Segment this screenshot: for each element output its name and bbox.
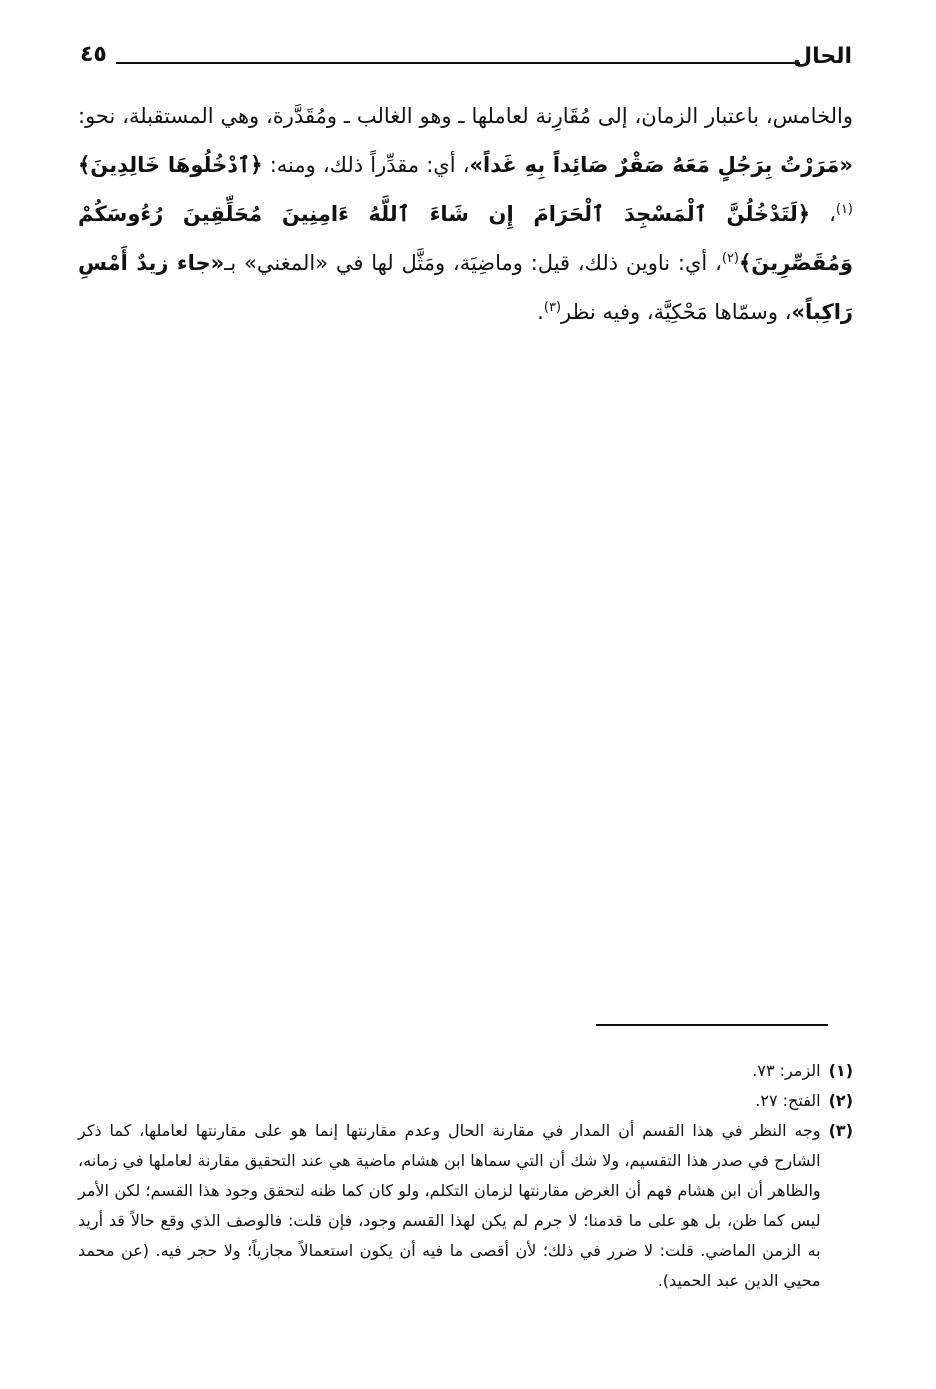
example-quote: «مَرَرْتُ بِرَجُلٍ مَعَهُ صَقْرٌ صَائِداً بِهِ غَداً» xyxy=(469,153,853,177)
footnote-text: وجه النظر في هذا القسم أن المدار في مقارنة الحال وعدم مقارنتها إنما هو على مقارنتها لعاملها، كما ذكر الشارح في صدر هذا التقسيم، ولا شك أن التي سماها ابن هشام ماضية هي عند التحقيق مقارنة لعاملها في زمانه، والظاهر أن ابن هشام فهم أن الغرض مقارنتها لزمان التكلم، ولو كان كما ظنه لتحقق وجود هذا القسم؛ لكن الأمر ليس كما ظن، بل هو على ما قدمنا؛ لا جرم لم يكن لهذا القسم وجود، فإن قلت: فالوصف الذي وقع حالاً قد أريد به الزمن الماضي. قلت: لا ضرر في ذلك؛ لأن أقصى ما فيه أن يكون استعمالاً مجازياً؛ ولا حجر فيه. (عن محمد محيي الدين عبد الحميد). xyxy=(78,1121,821,1290)
example-quote: «جاء زيدٌ أَمْسِ رَاكِباً» xyxy=(78,251,853,324)
running-title: الحال xyxy=(792,44,852,69)
footnote xyxy=(78,1116,853,1296)
footnote xyxy=(78,1086,853,1116)
header-rule xyxy=(116,62,800,64)
page-header xyxy=(80,38,852,78)
footnote-marker: (٢) xyxy=(828,1091,853,1110)
text-segment: ، أي: ناوين ذلك، قيل: وماضِيَة، ومَثَّل لها في «المغني» بـ xyxy=(224,251,722,275)
footnote-text: الزمر: ٧٣. xyxy=(752,1061,821,1080)
footnote-ref-1[interactable]: (١) xyxy=(835,202,853,217)
main-text xyxy=(78,92,853,337)
footnote-rule xyxy=(596,1024,828,1026)
footnote-text: الفتح: ٢٧. xyxy=(755,1091,821,1110)
footnote-ref-3[interactable]: (٣) xyxy=(543,300,562,315)
page-number: ٤٥ xyxy=(80,42,107,67)
text-segment: ، وسمّاها مَحْكِيَّة، وفيه نظر xyxy=(561,300,792,324)
footnote-ref-2[interactable]: (٢) xyxy=(721,251,739,266)
footnote-marker: (٣) xyxy=(828,1121,853,1140)
text-segment: ، xyxy=(810,202,836,226)
footnote xyxy=(78,1056,853,1086)
footnote-marker: (١) xyxy=(828,1061,853,1080)
quran-verse: ﴿لَتَدْخُلُنَّ ٱلْمَسْجِدَ ٱلْحَرَامَ إِن شَاءَ ٱللَّهُ ءَامِنِينَ مُحَلِّقِينَ رُءُوسَكُمْ وَمُقَصِّرِينَ﴾ xyxy=(78,202,854,275)
text-segment: . xyxy=(537,300,544,324)
quran-verse: ﴿ٱدْخُلُوهَا خَالِدِينَ﴾ xyxy=(78,153,263,177)
footnotes xyxy=(78,1056,853,1296)
text-segment: والخامس، باعتبار الزمان، إلى مُقَارِنة لعاملها ـ وهو الغالب ـ ومُقَدَّرة، وهي المستقبلة، نحو: xyxy=(78,104,853,128)
text-segment: ، أي: مقدِّراً ذلك، ومنه: xyxy=(262,153,470,177)
main-paragraph xyxy=(78,92,853,337)
